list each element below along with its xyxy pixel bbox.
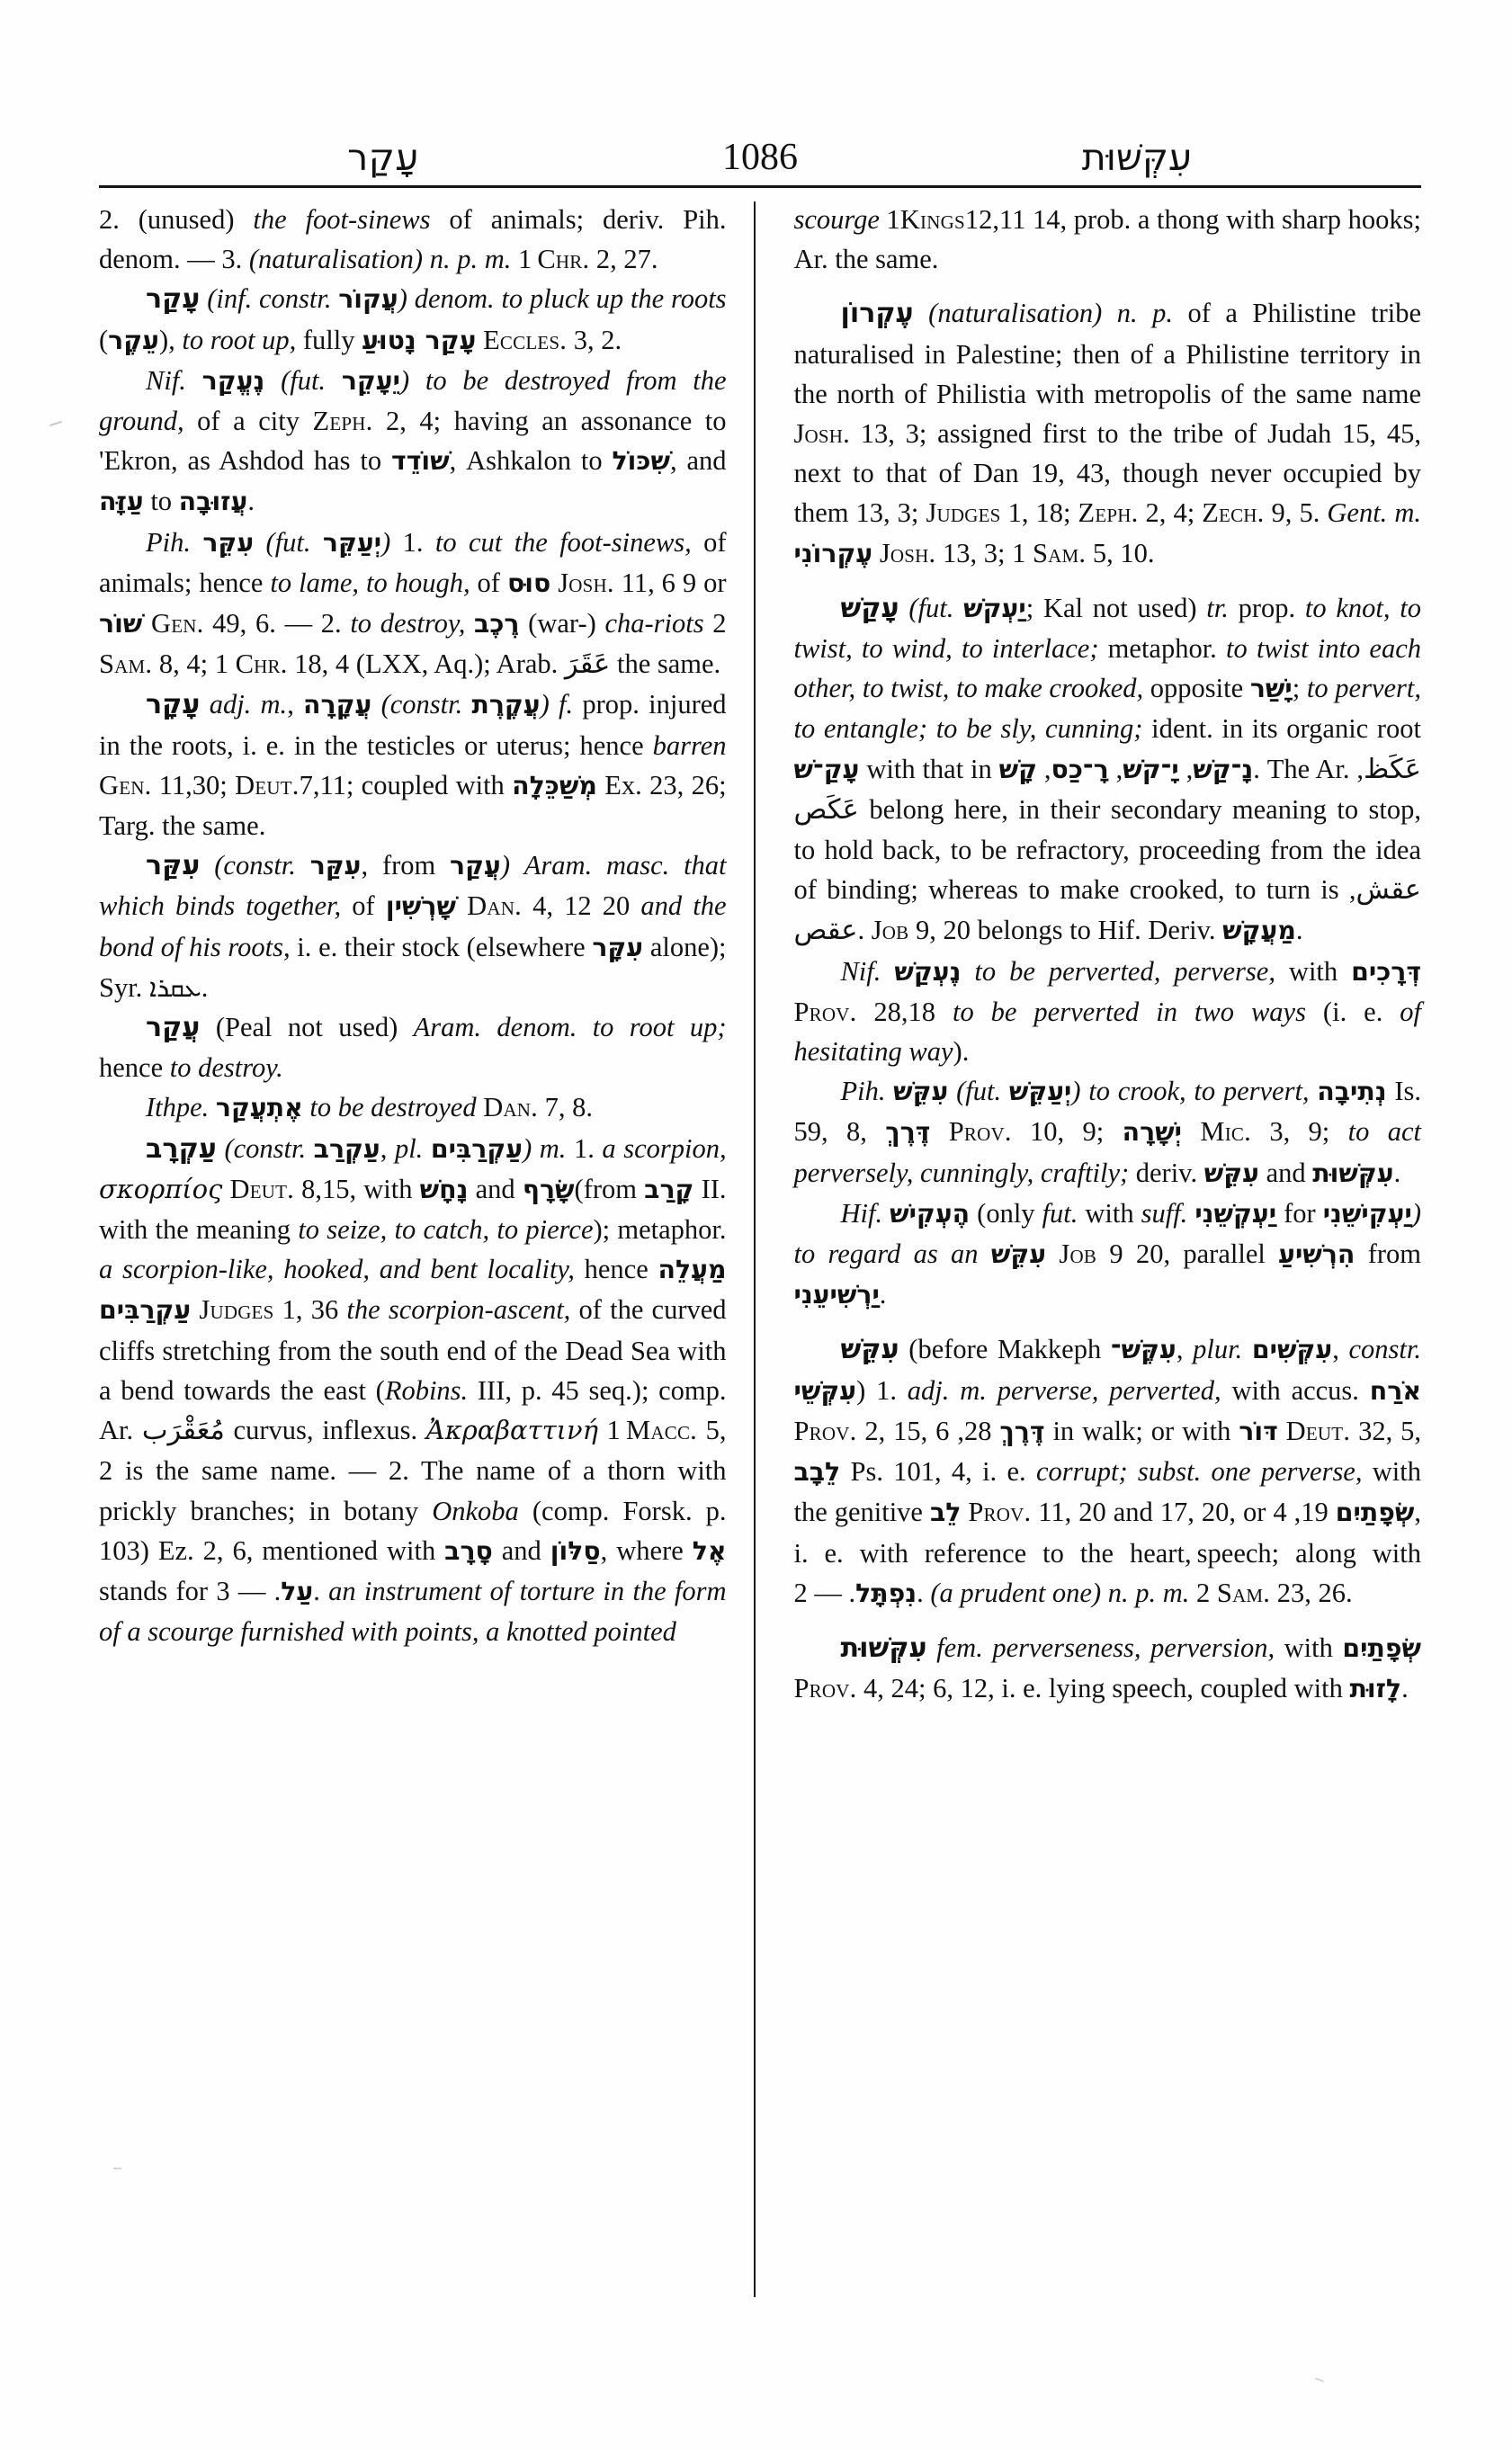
- scan-speck: [49, 421, 62, 426]
- entry-aqar-peal: עֲקַר (Peal not used) Aram. denom. to root up; hence to destroy.: [99, 1012, 727, 1084]
- entry-piel: Pih. עִקֵּר (fut. יְעַקֵּר) 1. to cut the foot-sinews, of animals; hence to lame, to hough, of סוּס Josh. 11, 6 9 or שׁוֹר Gen. 49, 6. — 2. to destroy, רֶכֶב (war-) cha-riots 2 Sam. 8, 4; 1 Chr. 18, 4 (LXX, Aq.); Arab. عَقَرَ the same.: [99, 526, 727, 681]
- entry-iqqeshut: עִקְּשׁוּת fem. perverseness, perversion, with שְׂפָתַיִם Prov. 4, 24; 6, 12, i. e. lying speech, coupled with לָזוּת.: [793, 1632, 1422, 1704]
- entry-iqqesh: עִקֵּשׁ (before Makkeph עִקֶּשׁ־, plur. עִקְּשִׁים, constr. עִקְּשֵׁי) 1. adj. m. perverse, perverted, with accus. אֹרַח Prov. 2, 15, דֶּרֶךְ 28, 6 in walk; or with דּוֹר Deut. 32, 5, לֵבָב Ps. 101, 4, i. e. corrupt; subst. one perverse, with the genitive לֵב Prov. 11, 20 and 17, 20, or שְׂפָתַיִם 19, 4, i. e. with reference to the heart, speech; along with נִפְתָּל. — 2. (a prudent one) n. p. m. 2 Sam. 23, 26.: [793, 1334, 1422, 1608]
- entry-aqar-adj: עָקָר adj. m., עֲקָרָה (constr. עֲקֶרֶת) f. prop. injured in the roots, i. e. in the testicles or uterus; hence barren Gen. 11,30; Deut.7,11; coupled with מְשַׁכֵּלָה Ex. 23, 26; Targ. the same.: [99, 689, 727, 842]
- entry-ithpe: Ithpe. אֶתְעֲקַר to be destroyed Dan. 7, 8.: [146, 1092, 594, 1123]
- entry-unused-foot-sinews: 2. (unused) the foot-sinews of animals; deriv. Pih. denom. — 3. (naturalisation) n. p. m. 1 Chr. 2, 27.: [99, 204, 727, 275]
- left-column: [99, 200, 741, 2340]
- scan-speck: [1315, 2377, 1324, 2382]
- entry-aqash-nifal: Nif. נֶעְקַשׁ to be perverted, perverse, with דְּרָכִים Prov. 28,18 to be perverted in two ways (i. e. of hesitating way).: [793, 955, 1422, 1068]
- entry-aqrab: עַקְרָב (constr. עַקְרַב, pl. עַקְרַבִּים) m. 1. a scorpion, σκορπίος Deut. 8,15, with נָחָשׁ and שָׂרָף(from קָרַב II. with the meaning to seize, to catch, to pierce); metaphor. a scorpion-like, hooked, and bent locality, hence מַעֲלֵה עַקְרַבִּים Judges 1, 36 the scorpion-ascent, of the curved cliffs stretching from the south end of the Dead Sea with a bend towards the east (Robins. III, p. 45 seq.); comp. Ar. مُعَقْرَب curvus, inflexus. Ἀκραβαττινή 1 Macc. 5, 2 is the same name. — 2. The name of a thorn with prickly branches; in botany Onkoba (comp. Forsk. p. 103) Ez. 2, 6, mentioned with סָרָב and סַלּוֹן, where אֶל stands for עַל. — 3. an instrument of torture in the form of a scourge furnished with points, a knotted pointed: [99, 1132, 727, 1648]
- entry-iqqar-aram: עִקַּר (constr. עִקַּר, from עֲקַר) Aram. masc. that which binds together, of שָׁרְשִׁין Dan. 4, 12 20 and the bond of his roots, i. e. their stock (elsewhere עִקָּר alone); Syr. ܥܩܪܐ.: [99, 850, 727, 1003]
- entry-nifal: Nif. נֶעֱקַר (fut. יֵעָקֵר) to be destroyed from the ground, of a city Zeph. 2, 4; having an assonance to 'Ekron, as Ashdod has to שׁוֹדֵד, Ashkalon to שִׁכּוֹל, and עַזָּה to עֲזוּבָה.: [99, 364, 727, 517]
- column-divider: [754, 201, 756, 2297]
- entry-aqash-piel: Pih. עִקֵּשׁ (fut. יְעַקֵּשׁ) to crook, to pervert, נְתִיבָה Is. 59, 8, דֶּרֶךְ Prov. 10, 9; יְשָׁרָה Mic. 3, 9; to act perversely, cunningly, craftily; deriv. עִקֵּשׁ and עִקְּשׁוּת.: [793, 1076, 1422, 1188]
- running-head-right-hebrew: עִקְּשׁוּת: [1081, 136, 1193, 179]
- entry-aqash: עָקַשׁ (fut. יַעְקֹשׁ; Kal not used) tr. prop. to knot, to twist, to wind, to interlace; metaphor. to twist into each other, to twist, to make crooked, opposite יָשַׁר; to pervert, to entangle; to be sly, cunning; ident. in its organic root עָקַ־שׁ with that in נָ־קַשׁ, יָ־קֹשׁ, רָ־כַס, קָשׁ . The Ar. عَكَظ, عَكَص belong here, in their secondary meaning to stop, to hold back, to be refractory, proceeding from the idea of binding; whereas to make crooked, to turn is عقش, عقص. Job 9, 20 belongs to Hif. Deriv. מַעֲקָשׁ.: [793, 592, 1421, 947]
- two-column-body: [99, 200, 1421, 2340]
- page-number: 1086: [721, 137, 798, 178]
- entry-aqar-pluck: עָקַר (inf. constr. עֲקוֹר) denom. to pluck up the roots (עֵקֶר), to root up, fully עָקַר נָטוּעַ Eccles. 3, 2.: [99, 283, 727, 355]
- right-column: [768, 200, 1421, 2340]
- scan-speck: [113, 2168, 121, 2169]
- entry-eqron: עֶקְרוֹן (naturalisation) n. p. of a Philistine tribe naturalised in Palestine; then of a Philistine territory in the north of Philistia with metropolis of the same name Josh. 13, 3; assigned first to the tribe of Judah 15, 45, next to that of Dan 19, 43, though never occupied by them 13, 3; Judges 1, 18; Zeph. 2, 4; Zech. 9, 5. Gent. m. עֶקְרוֹנִי Josh. 13, 3; 1 Sam. 5, 10.: [793, 298, 1422, 568]
- entry-aqash-hifil: Hif. הֶעְקִישׁ (only fut. with suff. יַעְקְשֵׁנִי for יַעְקִישֵׁנִי) to regard as an עִקֵּשׁ Job 9 20, parallel הִרְשִׁיעַ from יַרְשִׁיעֵנִי.: [793, 1197, 1422, 1310]
- running-head-left-hebrew: עָקַר: [347, 136, 419, 179]
- entry-scourge-cont: scourge 1Kings12,11 14, prob. a thong with sharp hooks; Ar. the same.: [793, 204, 1422, 275]
- running-head: [99, 106, 1421, 179]
- header-rule: [99, 185, 1421, 188]
